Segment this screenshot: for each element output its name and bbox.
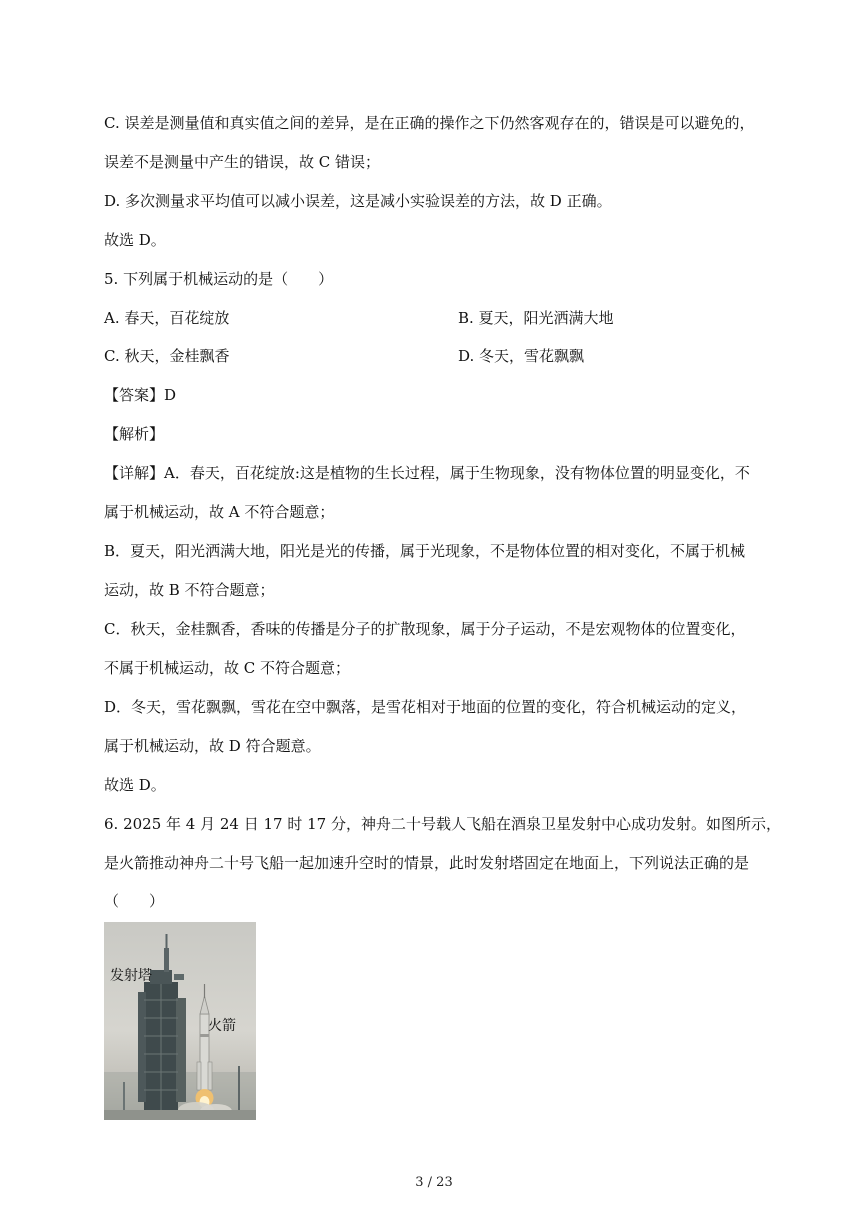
q5-option-d: D. 冬天，雪花飘飘	[458, 347, 585, 365]
q5-option-c: C. 秋天，金桂飘香	[104, 347, 230, 365]
question-6-stem: 6. 2025 年 4 月 24 日 17 时 17 分，神舟二十号载人飞船在酒泉卫星发射中心成功发射。如图所示，	[104, 815, 781, 833]
explanation-line: 【详解】A．春天，百花绽放:这是植物的生长过程，属于生物现象，没有物体位置的明显变化，不	[104, 464, 750, 482]
question-6-stem: 是火箭推动神舟二十号飞船一起加速升空时的情景，此时发射塔固定在地面上，下列说法正确的是	[104, 854, 750, 872]
q5-analysis-heading: 【解析】	[104, 425, 165, 443]
q5-answer: 【答案】D	[104, 386, 177, 404]
explanation-line: 运动，故 B 不符合题意；	[104, 581, 275, 599]
q5-option-b: B. 夏天，阳光洒满大地	[458, 309, 614, 327]
text-line: 误差不是测量中产生的错误，故 C 错误；	[104, 153, 381, 171]
tower-label: 发射塔	[110, 968, 152, 984]
explanation-line: 属于机械运动，故 A 不符合题意；	[104, 503, 335, 521]
page-number: 3 / 23	[415, 1175, 453, 1190]
question-5-stem: 5. 下列属于机械运动的是（ ）	[104, 270, 334, 288]
text-line: C. 误差是测量值和真实值之间的差异，是在正确的操作之下仍然客观存在的，错误是可以避免的，	[104, 114, 755, 132]
explanation-line: C．秋天，金桂飘香，香味的传播是分子的扩散现象，属于分子运动，不是宏观物体的位置变化，	[104, 620, 746, 638]
explanation-line: D．冬天，雪花飘飘，雪花在空中飘落，是雪花相对于地面的位置的变化，符合机械运动的定义，	[104, 698, 747, 716]
q5-option-a: A. 春天，百花绽放	[104, 309, 230, 327]
rocket-label: 火箭	[208, 1018, 236, 1034]
explanation-line: 故选 D。	[104, 776, 166, 794]
explanation-line: 属于机械运动，故 D 符合题意。	[104, 737, 321, 755]
question-6-blank: （ ）	[104, 892, 165, 910]
text-line: D. 多次测量求平均值可以减小误差，这是减小实验误差的方法，故 D 正确。	[104, 192, 612, 210]
rocket-launch-photo	[104, 922, 256, 1120]
explanation-line: 不属于机械运动，故 C 不符合题意；	[104, 659, 351, 677]
explanation-line: B．夏天，阳光洒满大地，阳光是光的传播，属于光现象，不是物体位置的相对变化，不属于机械	[104, 542, 746, 560]
text-line: 故选 D。	[104, 231, 166, 249]
